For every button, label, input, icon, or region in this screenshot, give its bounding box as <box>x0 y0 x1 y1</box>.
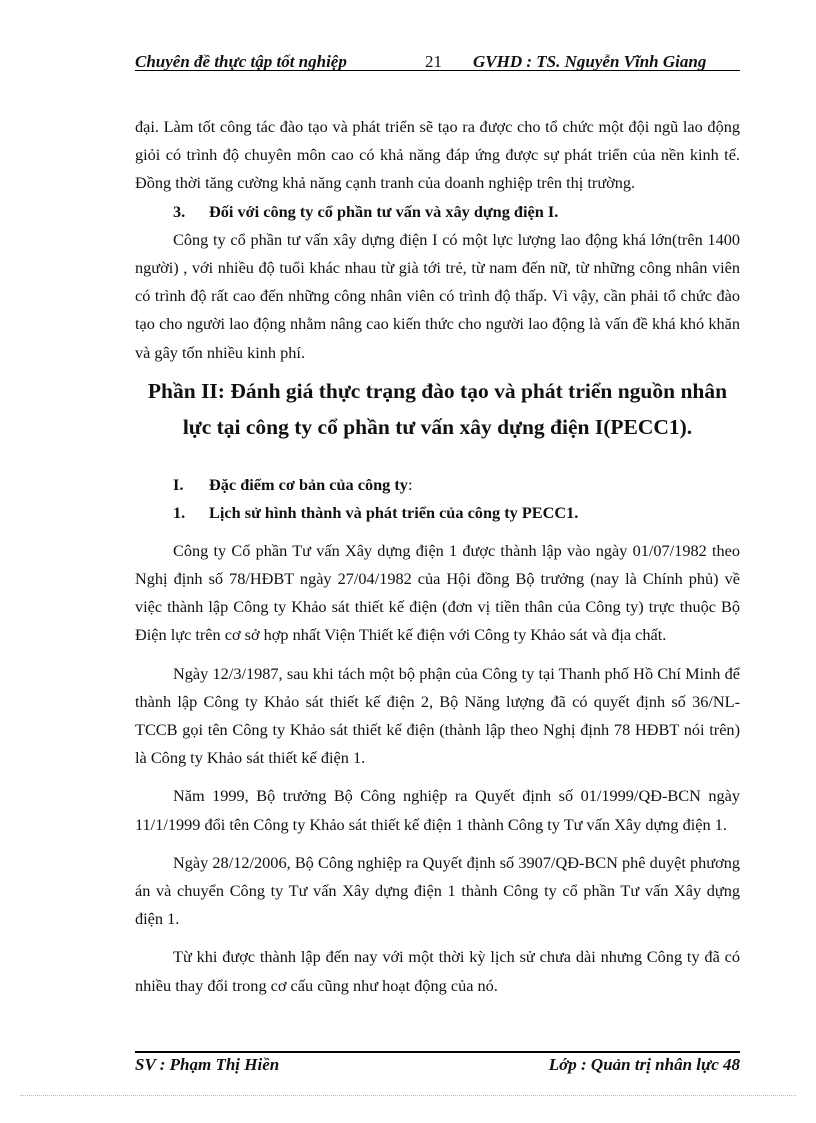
section-headings <box>135 471 740 527</box>
header-divider <box>135 70 740 71</box>
subsection-number: 1. <box>173 502 186 522</box>
page-body <box>135 113 740 1000</box>
paragraph-1987: Ngày 12/3/1987, sau khi tách một bộ phận của Công ty tại Thanh phố Hồ Chí Minh để thành lập Công ty Khảo sát thiết kế điện 2, Bộ Năng lượng đã có quyết định số 36/NL-TCCB gọi tên Công ty Khảo sát thiết kế điện (thành lập theo Nghị định 78 HĐBT nói trên) là Công ty Khảo sát thiết kế điện 1. <box>135 663 740 768</box>
footer-student: SV : Phạm Thị Hiền <box>135 1055 280 1074</box>
subsection-title: Lịch sử hình thành và phát triển của công ty PECC1. <box>209 502 579 522</box>
footer-divider <box>135 1051 740 1053</box>
part-title-line-1: Phần II: Đánh giá thực trạng đào tạo và phát triển nguồn nhân <box>147 378 728 403</box>
footer-class: Lớp : Quản trị nhân lực 48 <box>548 1055 740 1074</box>
paragraph-history: Từ khi được thành lập đến nay với một thời kỳ lịch sử chưa dài nhưng Công ty đã có nhiều thay đổi trong cơ cấu cũng như hoạt động của nó. <box>135 947 740 995</box>
header-advisor: GVHD : TS. Nguyễn Vĩnh Giang <box>473 52 707 71</box>
section-colon: : <box>407 474 413 494</box>
item-title: Đối với công ty cổ phần tư vấn và xây dựng điện I. <box>209 201 559 221</box>
page-footer <box>135 1055 740 1075</box>
section-number: I. <box>173 474 184 494</box>
paragraph-founding: Công ty Cổ phần Tư vấn Xây dựng điện 1 được thành lập vào ngày 01/07/1982 theo Nghị định số 78/HĐBT ngày 27/04/1982 của Hội đồng Bộ trưởng (nay là Chính phủ) về việc thành lập Công ty Khảo sát thiết kế điện (đơn vị tiền thân của Công ty) trực thuộc Bộ Điện lực trên cơ sở hợp nhất Viện Thiết kế điện với Công ty Khảo sát và địa chất. <box>135 540 740 645</box>
item-number: 3. <box>173 201 186 221</box>
page-edge-dotted-line <box>20 1095 796 1096</box>
header-page-number: 21 <box>425 52 442 71</box>
paragraph-continuation: đại. Làm tốt công tác đào tạo và phát triển sẽ tạo ra được cho tổ chức một đội ngũ lao động giỏi có trình độ chuyên môn cao có khả năng đáp ứng được sự phát triển của nền kinh tế. Đồng thời tăng cường khả năng cạnh tranh của doanh nghiệp trên thị trường. <box>135 117 740 193</box>
paragraph-2006: Ngày 28/12/2006, Bộ Công nghiệp ra Quyết định số 3907/QĐ-BCN phê duyệt phương án và chuyển Công ty Tư vấn Xây dựng điện 1 thành Công ty cổ phần Tư vấn Xây dựng điện 1. <box>135 852 740 929</box>
part-title-line-2: lực tại công ty cổ phần tư vấn xây dựng điện I(PECC1). <box>182 414 693 439</box>
paragraph-workforce: Công ty cổ phần tư vấn xây dựng điện I có một lực lượng lao động khá lớn(trên 1400 người) , với nhiều độ tuổi khác nhau từ già tới trẻ, từ nam đến nữ, từ những công nhân viên có trình độ rất cao đến những công nhân viên có trình độ thấp. Vì vậy, cần phải tổ chức đào tạo cho người lao động nhằm nâng cao kiến thức cho người lao động là vấn đề khá khó khăn và gây tốn nhiều kinh phí. <box>135 229 740 362</box>
page-header <box>135 46 740 72</box>
subsection-heading-1 <box>135 499 740 527</box>
part-title <box>135 373 740 445</box>
section-title: Đặc điểm cơ bản của công ty <box>209 474 408 494</box>
header-thesis-title: Chuyên đề thực tập tốt nghiệp <box>135 52 347 71</box>
paragraph-1999: Năm 1999, Bộ trưởng Bộ Công nghiệp ra Quyết định số 01/1999/QĐ-BCN ngày 11/1/1999 đổi tên Công ty Khảo sát thiết kế điện 1 thành Công ty Tư vấn Xây dựng điện 1. <box>135 786 740 834</box>
item-heading-3 <box>135 198 740 226</box>
section-heading-1 <box>135 471 740 499</box>
